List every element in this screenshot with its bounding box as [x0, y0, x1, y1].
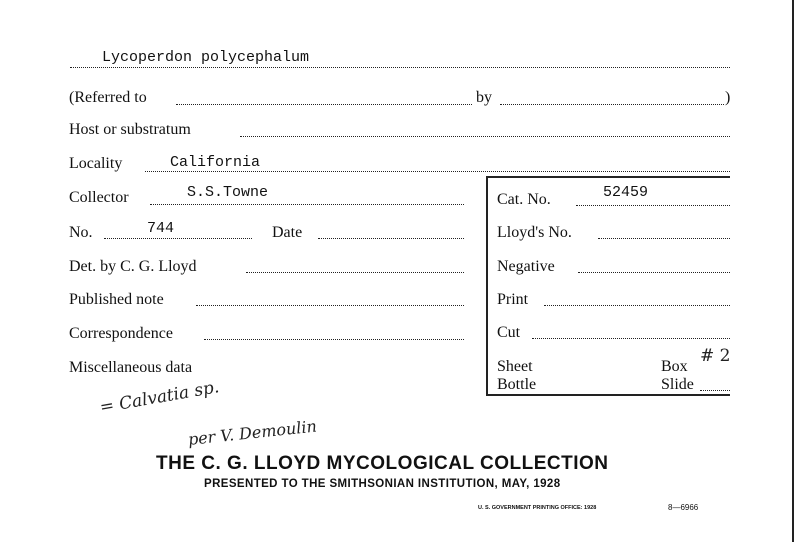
cut-label: Cut	[497, 324, 521, 341]
negative-field[interactable]	[578, 272, 730, 273]
referred-to-label: (Referred to	[69, 89, 147, 106]
cat-no-label: Cat. No.	[497, 191, 551, 208]
handwritten-attribution: per V. Demoulin	[187, 416, 318, 449]
species-rule	[70, 67, 730, 68]
collector-label: Collector	[69, 189, 129, 206]
print-field[interactable]	[544, 305, 730, 306]
det-by-label: Det. by C. G. Lloyd	[69, 258, 197, 275]
published-note-label: Published note	[69, 291, 164, 308]
no-label: No.	[69, 224, 93, 241]
box-label: Box	[661, 358, 688, 375]
negative-label: Negative	[497, 258, 555, 275]
collection-subtitle: PRESENTED TO THE SMITHSONIAN INSTITUTION, MAY, 1928	[204, 478, 561, 490]
collection-title: THE C. G. LLOYD MYCOLOGICAL COLLECTION	[156, 453, 609, 474]
scan-edge	[792, 0, 794, 542]
collector-field[interactable]	[150, 204, 464, 205]
referred-by-field[interactable]	[500, 104, 724, 105]
host-label: Host or substratum	[69, 121, 191, 138]
date-field[interactable]	[318, 238, 464, 239]
no-field[interactable]	[104, 238, 252, 239]
closing-paren: )	[725, 89, 731, 106]
handwritten-determination: = Calvatia sp.	[98, 377, 221, 418]
by-label: by	[476, 89, 492, 106]
no-value: 744	[147, 220, 175, 237]
lloyds-no-field[interactable]	[598, 238, 730, 239]
printing-office-note: U. S. GOVERNMENT PRINTING OFFICE: 1928	[478, 505, 597, 511]
print-label: Print	[497, 291, 529, 308]
locality-field[interactable]	[145, 171, 730, 172]
bottle-label: Bottle	[497, 376, 537, 393]
form-number: 8—6966	[668, 503, 699, 512]
box-bottom-border	[486, 394, 730, 396]
slide-field[interactable]	[700, 390, 730, 391]
sheet-label: Sheet	[497, 358, 533, 375]
det-by-field[interactable]	[246, 272, 464, 273]
box-value: # 2	[700, 346, 731, 366]
cut-field[interactable]	[532, 338, 730, 339]
cat-no-value: 52459	[603, 184, 649, 201]
slide-label: Slide	[661, 376, 694, 393]
lloyds-no-label: Lloyd's No.	[497, 224, 572, 241]
referred-to-field[interactable]	[176, 104, 472, 105]
locality-value: California	[170, 154, 261, 171]
box-left-border	[486, 176, 488, 395]
misc-data-label: Miscellaneous data	[69, 359, 193, 376]
correspondence-field[interactable]	[204, 339, 464, 340]
host-field[interactable]	[240, 136, 730, 137]
species-name: Lycoperdon polycephalum	[102, 49, 310, 66]
collector-value: S.S.Towne	[187, 184, 269, 201]
cat-no-field[interactable]	[576, 205, 730, 206]
box-top-border	[486, 176, 730, 178]
correspondence-label: Correspondence	[69, 325, 173, 342]
locality-label: Locality	[69, 155, 123, 172]
date-label: Date	[272, 224, 303, 241]
published-note-field[interactable]	[196, 305, 464, 306]
